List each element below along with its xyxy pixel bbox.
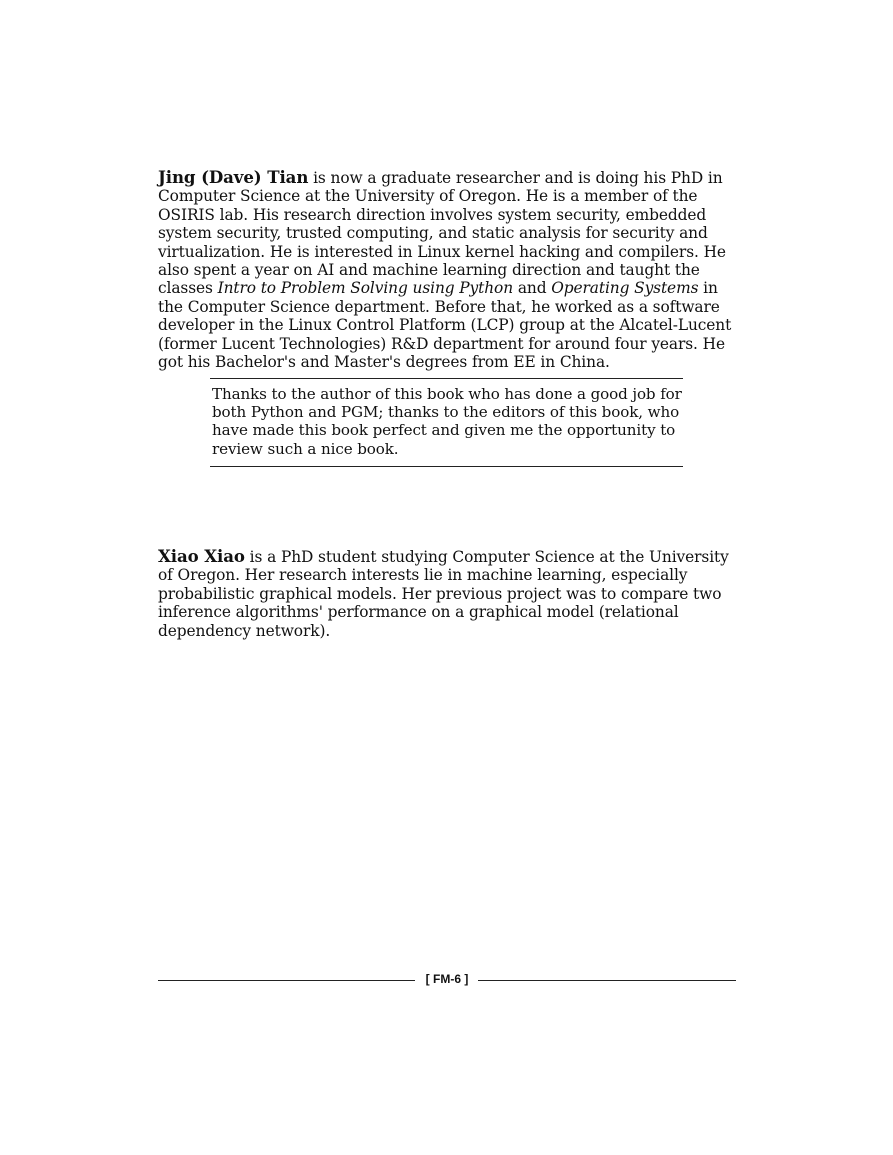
- bio-text: is a PhD student studying Computer Science at the University of Oregon. Her research interests lie in machine learning, especially probabilistic graphical models. Her previous project was to compare two inference algorithms' performance on a graphical model (relational dependency network).: [158, 548, 729, 640]
- footer-rule-left: [158, 980, 415, 981]
- course-title: Operating Systems: [551, 279, 699, 298]
- footer-rule-right: [478, 980, 736, 981]
- course-title: Intro to Problem Solving using Python: [217, 279, 514, 298]
- bio-text: and: [513, 279, 552, 298]
- reviewer-bio-xiao-xiao: [158, 547, 736, 640]
- bio-text: is now a graduate researcher and is doing his PhD in Computer Science at the University of Oregon. He is a member of the OSIRIS lab. His research direction involves system security, embedded system security, trusted computing, and static analysis for security and virtualization. He is interested in Linux kernel hacking and compilers. He also spent a year on AI and machine learning direction and taught the classes: [158, 169, 726, 298]
- acknowledgement-box: [210, 378, 683, 467]
- reviewer-name: Jing (Dave) Tian: [158, 167, 309, 187]
- page-number: [ FM-6 ]: [425, 972, 469, 986]
- acknowledgement-text: Thanks to the author of this book who has done a good job for both Python and PGM; thanks to the editors of this book, who have made this book perfect and given me the opportunity to review such a nice book.: [212, 385, 682, 458]
- reviewer-bio-jing-tian: [158, 168, 736, 371]
- reviewer-name: Xiao Xiao: [158, 546, 245, 566]
- page-footer: [158, 971, 736, 989]
- bio-text: in the Computer Science department. Before that, he worked as a software developer in the Linux Control Platform (LCP) group at the Alcatel-Lucent (former Lucent Technologies) R&D department for around four years. He got his Bachelor's and Master's degrees from EE in China.: [158, 279, 732, 372]
